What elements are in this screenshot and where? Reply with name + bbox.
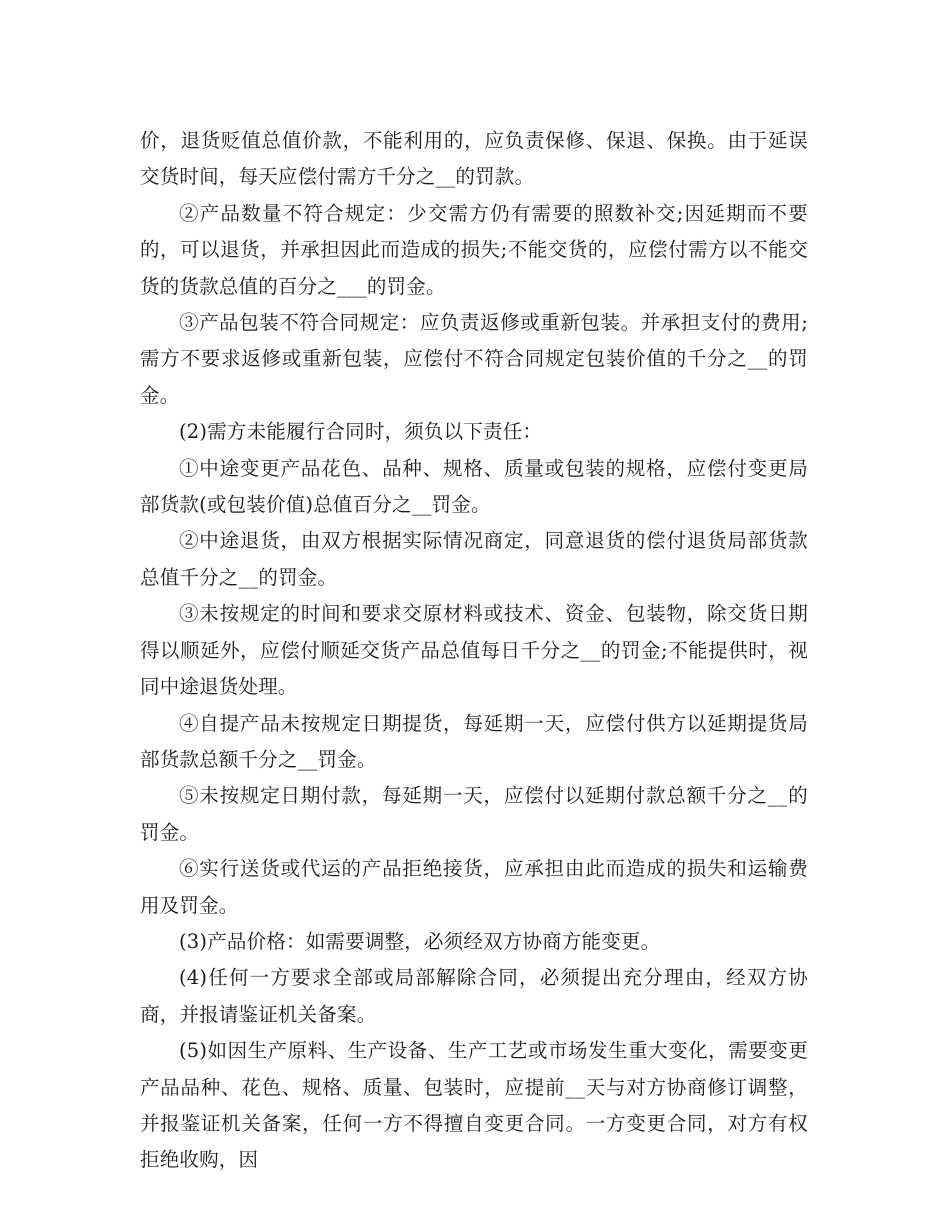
paragraph-1: 价，退货贬值总值价款，不能利用的，应负责保修、保退、保换。由于延误交货时间，每天应偿付需方千分之__的罚款。 [140,129,808,189]
paragraph-9: ⑤未按规定日期付款，每延期一天，应偿付以延期付款总额千分之__的罚金。 [140,784,808,844]
paragraph-4: (2)需方未能履行合同时，须负以下责任： [179,420,543,444]
document-body [140,123,808,1179]
paragraph-13: (5)如因生产原料、生产设备、生产工艺或市场发生重大变化，需要变更产品品种、花色、规格、质量、包装时，应提前__天与对方协商修订调整，并报鉴证机关备案，任何一方不得擅自变更合同。一方变更合同，对方有权拒绝收购，因 [140,1039,808,1172]
paragraph-7: ③未按规定的时间和要求交原材料或技术、资金、包装物，除交货日期得以顺延外，应偿付顺延交货产品总值每日千分之__的罚金;不能提供时，视同中途退货处理。 [140,602,808,699]
paragraph-2: ②产品数量不符合规定：少交需方仍有需要的照数补交;因延期而不要的，可以退货，并承担因此而造成的损失;不能交货的，应偿付需方以不能交货的货款总值的百分之___的罚金。 [140,201,808,298]
paragraph-3: ③产品包装不符合同规定：应负责返修或重新包装。并承担支付的费用;需方不要求返修或重新包装，应偿付不符合同规定包装价值的千分之__的罚金。 [140,311,808,407]
paragraph-12: (4)任何一方要求全部或局部解除合同，必须提出充分理由，经双方协商，并报请鉴证机关备案。 [140,966,808,1026]
paragraph-5: ①中途变更产品花色、品种、规格、质量或包装的规格，应偿付变更局部货款(或包装价值)总值百分之__罚金。 [140,456,808,517]
paragraph-6: ②中途退货，由双方根据实际情况商定，同意退货的偿付退货局部货款总值千分之__的罚金。 [140,529,808,589]
paragraph-10: ⑥实行送货或代运的产品拒绝接货，应承担由此而造成的损失和运输费用及罚金。 [140,857,808,917]
paragraph-8: ④自提产品未按规定日期提货，每延期一天，应偿付供方以延期提货局部货款总额千分之__罚金。 [140,711,808,771]
paragraph-11: (3)产品价格：如需要调整，必须经双方协商方能变更。 [179,929,661,953]
